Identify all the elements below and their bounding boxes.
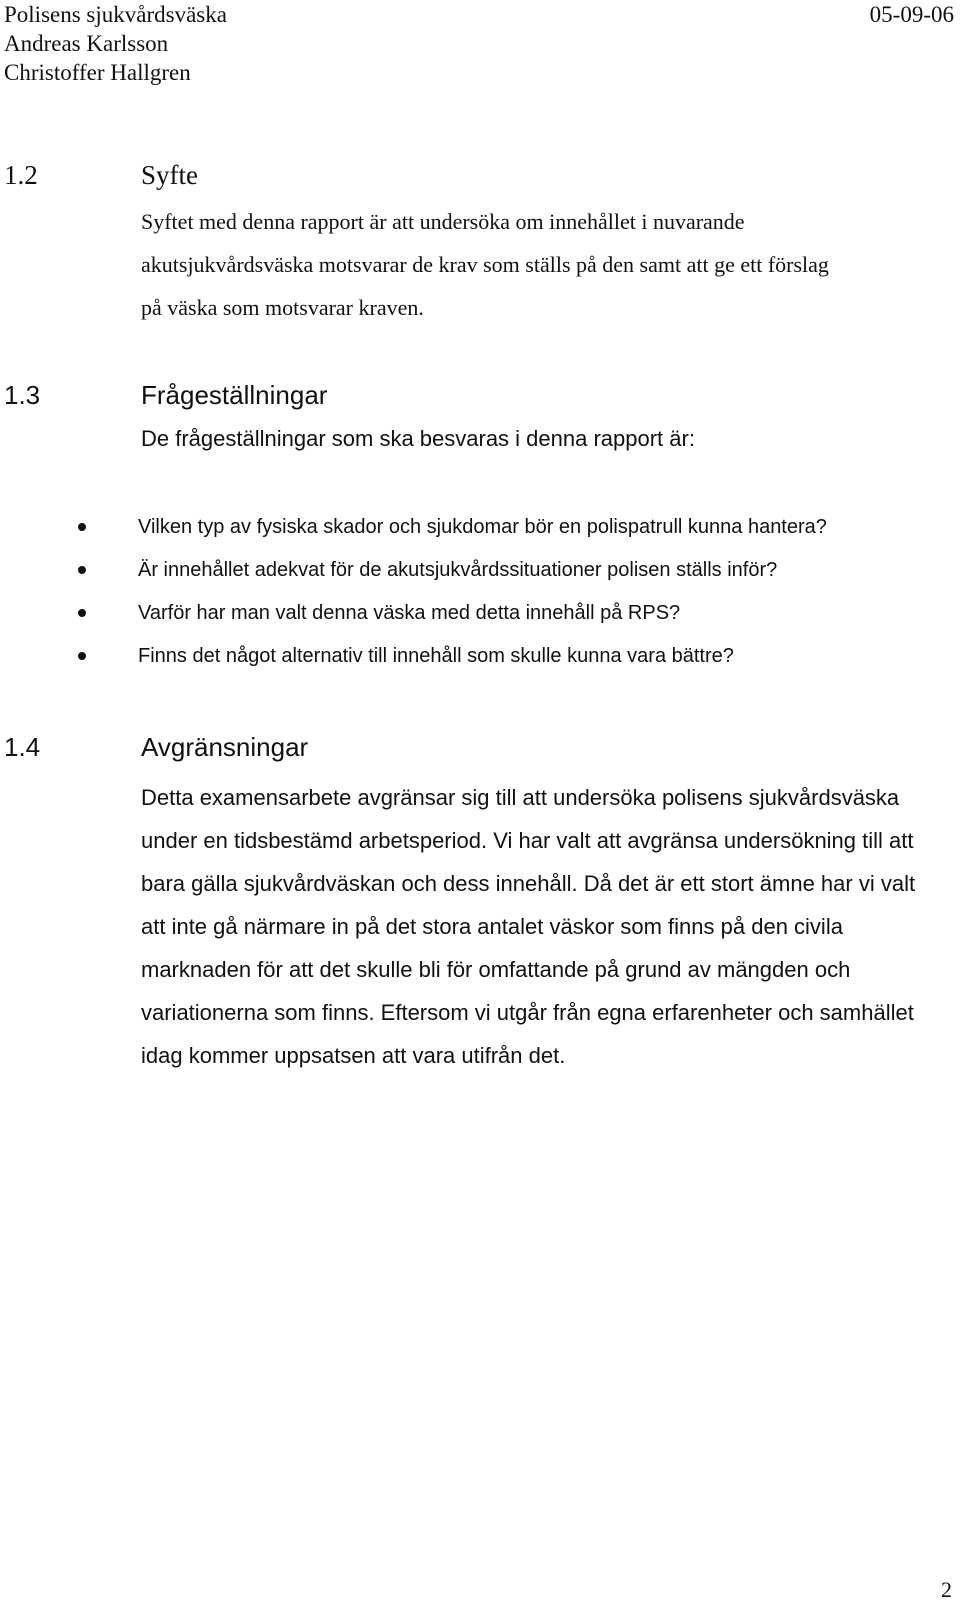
paragraph-line: idag kommer uppsatsen att vara utifrån det.	[141, 1043, 566, 1068]
page-number: 2	[941, 1577, 952, 1602]
section-number: 1.3	[4, 380, 41, 410]
list-item	[0, 598, 960, 641]
paragraph-line: De frågeställningar som ska besvaras i denna rapport är:	[141, 426, 695, 451]
bullet-icon	[78, 566, 86, 574]
paragraph-line: på väska som motsvarar kraven.	[141, 295, 424, 320]
list-item-text: Vilken typ av fysiska skador och sjukdomar bör en polispatrull kunna hantera?	[138, 516, 827, 538]
list-item	[0, 555, 960, 598]
paragraph-line: att inte gå närmare in på det stora antalet väskor som finns på den civila	[141, 914, 843, 939]
author-name: Andreas Karlsson	[4, 31, 169, 56]
paragraph-line: Syftet med denna rapport är att undersöka om innehållet i nuvarande	[141, 209, 745, 234]
paragraph-line: bara gälla sjukvårdväskan och dess innehåll. Då det är ett stort ämne har vi valt	[141, 871, 916, 896]
list-item-text: Finns det något alternativ till innehåll som skulle kunna vara bättre?	[138, 645, 734, 667]
section-number: 1.4	[4, 732, 41, 762]
fragestallningar-lead	[141, 424, 951, 454]
author-name: Christoffer Hallgren	[4, 60, 191, 85]
paragraph-line: under en tidsbestämd arbetsperiod. Vi har valt att avgränsa undersökning till att	[141, 828, 914, 853]
section-heading-fragestallningar	[4, 378, 327, 412]
bullet-icon	[78, 609, 86, 617]
list-item	[0, 512, 960, 555]
list-item-text: Varför har man valt denna väska med detta innehåll på RPS?	[138, 602, 681, 624]
question-list	[0, 512, 960, 684]
document-title: Polisens sjukvårdsväska	[4, 2, 227, 27]
paragraph-line: akutsjukvårdsväska motsvarar de krav som ställs på den samt att ge ett förslag	[141, 252, 829, 277]
list-item-text: Är innehållet adekvat för de akutsjukvårdssituationer polisen ställs inför?	[138, 559, 778, 581]
paragraph-line: marknaden för att det skulle bli för omfattande på grund av mängden och	[141, 957, 851, 982]
syfte-paragraph	[141, 200, 951, 329]
section-number: 1.2	[4, 160, 38, 190]
avgransningar-paragraph	[141, 776, 951, 1077]
section-heading-syfte	[4, 158, 198, 192]
section-heading-avgransningar	[4, 730, 308, 764]
header-top-line	[4, 0, 954, 29]
document-date: 05-09-06	[869, 2, 954, 27]
page-header	[4, 0, 954, 87]
list-item	[0, 641, 960, 684]
section-title: Frågeställningar	[141, 380, 328, 410]
bullet-icon	[78, 652, 86, 660]
paragraph-line: variationerna som finns. Eftersom vi utgår från egna erfarenheter och samhället	[141, 1000, 914, 1025]
bullet-icon	[78, 523, 86, 531]
section-title: Avgränsningar	[141, 732, 309, 762]
paragraph-line: Detta examensarbete avgränsar sig till att undersöka polisens sjukvårdsväska	[141, 785, 900, 810]
section-title: Syfte	[141, 160, 198, 190]
